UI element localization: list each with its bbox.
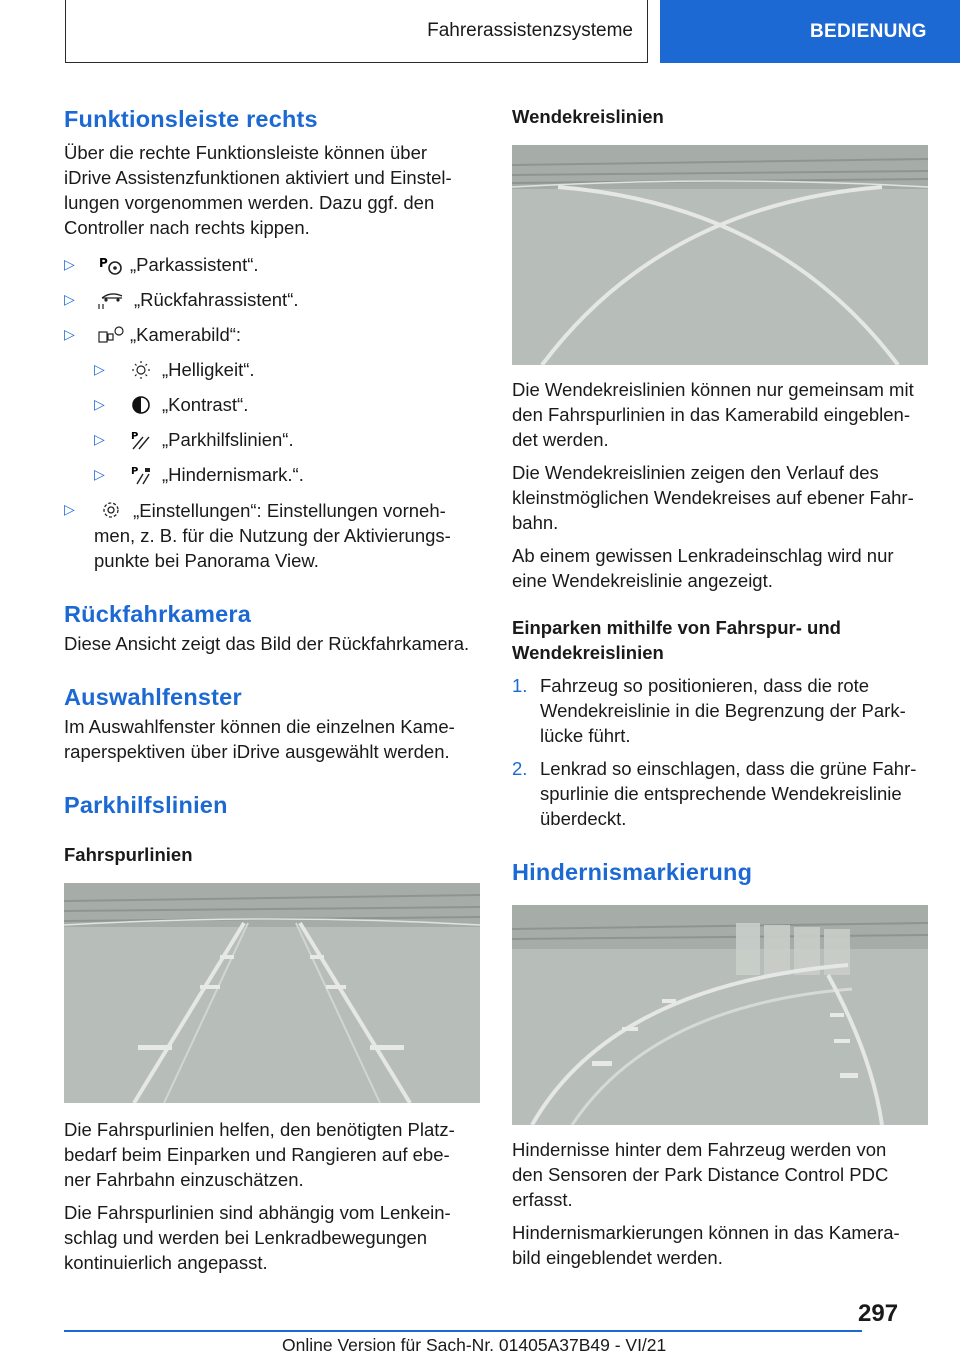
settings-item-body: [94, 497, 454, 573]
footer-divider: [64, 1330, 862, 1332]
list-item-label: „Einstellungen“: Einstellungen vornehmen, z. B. für die Nutzung der Aktivierungspunkte bei Panorama View.: [94, 500, 451, 571]
list-item-label: „Helligkeit“.: [162, 359, 255, 380]
settings-gear-icon: [94, 497, 128, 521]
sublist-item-kontrast: [64, 392, 482, 417]
fahrspurlinien-illustration: [64, 883, 480, 1103]
figure-wendekreislinien: [512, 145, 928, 365]
bullet-triangle-icon: ▷: [94, 361, 105, 377]
paragraph-wendekreislinien-2: Die Wendekreislinien zeigen den Verlauf des kleinstmöglichen Wendekreises auf ebener Fahrbahn.: [512, 462, 914, 533]
heading-funktionsleiste: Funktionsleiste rechts: [64, 106, 318, 132]
list-item-label: „Hindernismark.“.: [162, 464, 304, 485]
heading-einparken: Einparken mithilfe von Fahrspur- und Wendekreislinien: [512, 617, 841, 663]
park-assist-icon: [94, 252, 128, 276]
list-item-einstellungen: [64, 497, 482, 573]
left-column: [64, 100, 482, 1275]
paragraph-auswahlfenster: Im Auswahlfenster können die einzelnen Kameraperspektiven über iDrive ausgewählt werden.: [64, 716, 455, 762]
running-header-section: Fahrerassistenzsysteme: [65, 0, 648, 63]
brightness-icon: [124, 357, 158, 381]
figure-hindernismarkierung: [512, 905, 928, 1125]
list-item-label: „Rückfahrassistent“.: [134, 289, 299, 310]
sublist-item-helligkeit: [64, 357, 482, 382]
heading-parkhilfslinien: Parkhilfslinien: [64, 792, 228, 818]
heading-hindernismarkierung: Hindernismarkierung: [512, 859, 753, 885]
bullet-triangle-icon: ▷: [94, 466, 105, 482]
heading-rueckfahrkamera: Rückfahrkamera: [64, 601, 251, 627]
paragraph-funktionsleiste: Über die rechte Funktionsleiste können über iDrive Assistenzfunktionen aktiviert und Einstellungen vorgenommen werden. Dazu ggf. den Controller nach rechts kippen.: [64, 142, 452, 238]
paragraph-hindernismarkierung-1: Hindernisse hinter dem Fahrzeug werden von den Sensoren der Park Distance Control PDC erfasst.: [512, 1139, 889, 1210]
step-text: Lenkrad so einschlagen, dass die grüne Fahrspurlinie die entsprechende Wendekreislinie überdeckt.: [540, 758, 917, 829]
paragraph-rueckfahrkamera: Diese Ansicht zeigt das Bild der Rückfahrkamera.: [64, 633, 470, 654]
wendekreislinien-illustration: [512, 145, 928, 365]
bullet-triangle-icon: ▷: [94, 396, 105, 412]
bullet-triangle-icon: ▷: [64, 256, 75, 272]
bullet-triangle-icon: ▷: [94, 431, 105, 447]
svg-text:P: P: [131, 466, 139, 477]
list-item-label: „Kontrast“.: [162, 394, 249, 415]
heading-auswahlfenster: Auswahlfenster: [64, 684, 242, 710]
list-item-rueckfahrassistent: [64, 287, 482, 312]
parking-lines-icon: [124, 427, 158, 451]
running-header-chapter: BEDIENUNG: [660, 0, 960, 63]
list-item-label: „Kamerabild“:: [130, 324, 242, 345]
right-column: [512, 100, 928, 1270]
list-item-label: „Parkassistent“.: [130, 254, 259, 275]
hindernismarkierung-illustration: [512, 905, 928, 1125]
obstacle-marking-icon: [124, 462, 158, 486]
step-number: 1.: [512, 675, 528, 696]
step-item-1: [512, 673, 928, 748]
paragraph-wendekreislinien-3: Ab einem gewissen Lenkradeinschlag wird nur eine Wendekreislinie angezeigt.: [512, 545, 894, 591]
list-item-parkassistent: [64, 252, 482, 277]
bullet-triangle-icon: ▷: [64, 291, 75, 307]
heading-fahrspurlinien: Fahrspurlinien: [64, 844, 193, 865]
bullet-triangle-icon: ▷: [64, 326, 75, 342]
page-number: 297: [858, 1300, 899, 1327]
sublist-item-hindernismark: [64, 462, 482, 487]
step-item-2: [512, 756, 928, 831]
paragraph-wendekreislinien-1: Die Wendekreislinien können nur gemeinsam mit den Fahrspurlinien in das Kamerabild eingeblendet werden.: [512, 379, 914, 450]
camera-image-icon: [94, 322, 128, 346]
svg-text:P: P: [99, 256, 108, 270]
contrast-icon: [124, 392, 158, 416]
paragraph-hindernismarkierung-2: Hindernismarkierungen können in das Kamerabild eingeblendet werden.: [512, 1222, 900, 1268]
footer-online-version: Online Version für Sach-Nr. 01405A37B49 - VI/21: [282, 1335, 667, 1355]
step-number: 2.: [512, 758, 528, 779]
list-item-kamerabild: [64, 322, 482, 347]
paragraph-fahrspurlinien-1: Die Fahrspurlinien helfen, den benötigten Platzbedarf beim Einparken und Rangieren auf ebener Fahrbahn einzuschätzen.: [64, 1119, 455, 1190]
step-text: Fahrzeug so positionieren, dass die rote Wendekreislinie in die Begrenzung der Parklücke führt.: [540, 675, 906, 746]
reverse-assist-icon: [94, 287, 128, 311]
list-item-label: „Parkhilfslinien“.: [162, 429, 294, 450]
heading-wendekreislinien: Wendekreislinien: [512, 106, 664, 127]
paragraph-fahrspurlinien-2: Die Fahrspurlinien sind abhängig vom Lenkeinschlag und werden bei Lenkradbewegungen kontinuierlich angepasst.: [64, 1202, 451, 1273]
svg-text:P: P: [131, 431, 139, 442]
sublist-item-parkhilfslinien: [64, 427, 482, 452]
figure-fahrspurlinien: [64, 883, 480, 1103]
bullet-triangle-icon: ▷: [64, 501, 75, 517]
